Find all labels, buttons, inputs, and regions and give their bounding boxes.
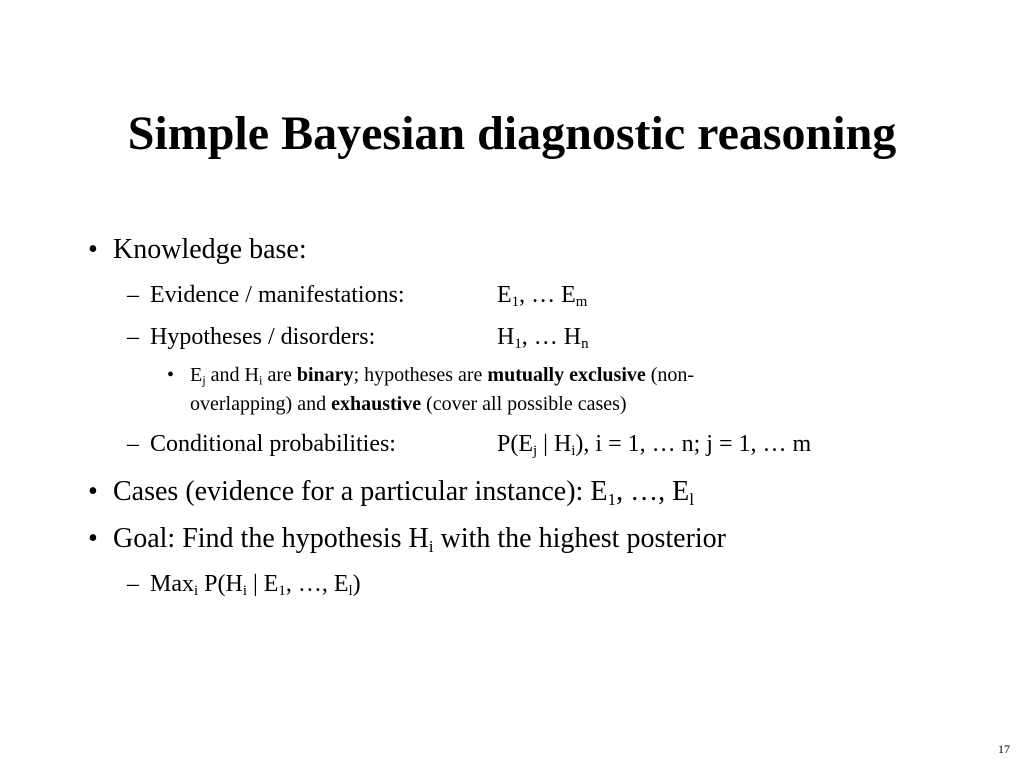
bullet-cases: Cases (evidence for a particular instance): $E_1$, …, $E_l$ [113,476,695,509]
hypotheses-value: $H_1$, … $H_n$ [497,324,589,353]
bullet-marker: • [88,523,98,554]
conditional-label: Conditional probabilities: [150,431,396,457]
bullet-marker-small: • [167,364,175,386]
bullet-marker: • [88,476,98,507]
evidence-label: Evidence / manifestations: [150,282,405,308]
slide-title: Simple Bayesian diagnostic reasoning [127,107,897,160]
binary-note-line2: overlapping) and exhaustive (cover all possible cases) [190,393,627,415]
page-number: 17 [998,742,1010,756]
dash-marker: – [127,324,139,350]
dash-marker: – [127,282,139,308]
dash-marker: – [127,571,139,597]
bullet-marker: • [88,234,98,265]
max-posterior-formula: Max$_i$ $P(H_i$ | $E_1$, …, $E_l$) [150,571,361,600]
conditional-value: $P(E_j$ | $H_i$), i = 1, … n; j = 1, … m [497,431,812,460]
binary-note-line1: $E_j$ and $H_i$ are binary; hypotheses are mutually exclusive (non- [190,364,695,388]
bullet-goal: Goal: Find the hypothesis $H_i$ with the highest posterior [113,523,726,556]
hypotheses-label: Hypotheses / disorders: [150,324,376,350]
evidence-value: $E_1$, … $E_m$ [497,282,588,311]
dash-marker: – [127,431,139,457]
bullet-knowledge-base: Knowledge base: [113,234,307,265]
